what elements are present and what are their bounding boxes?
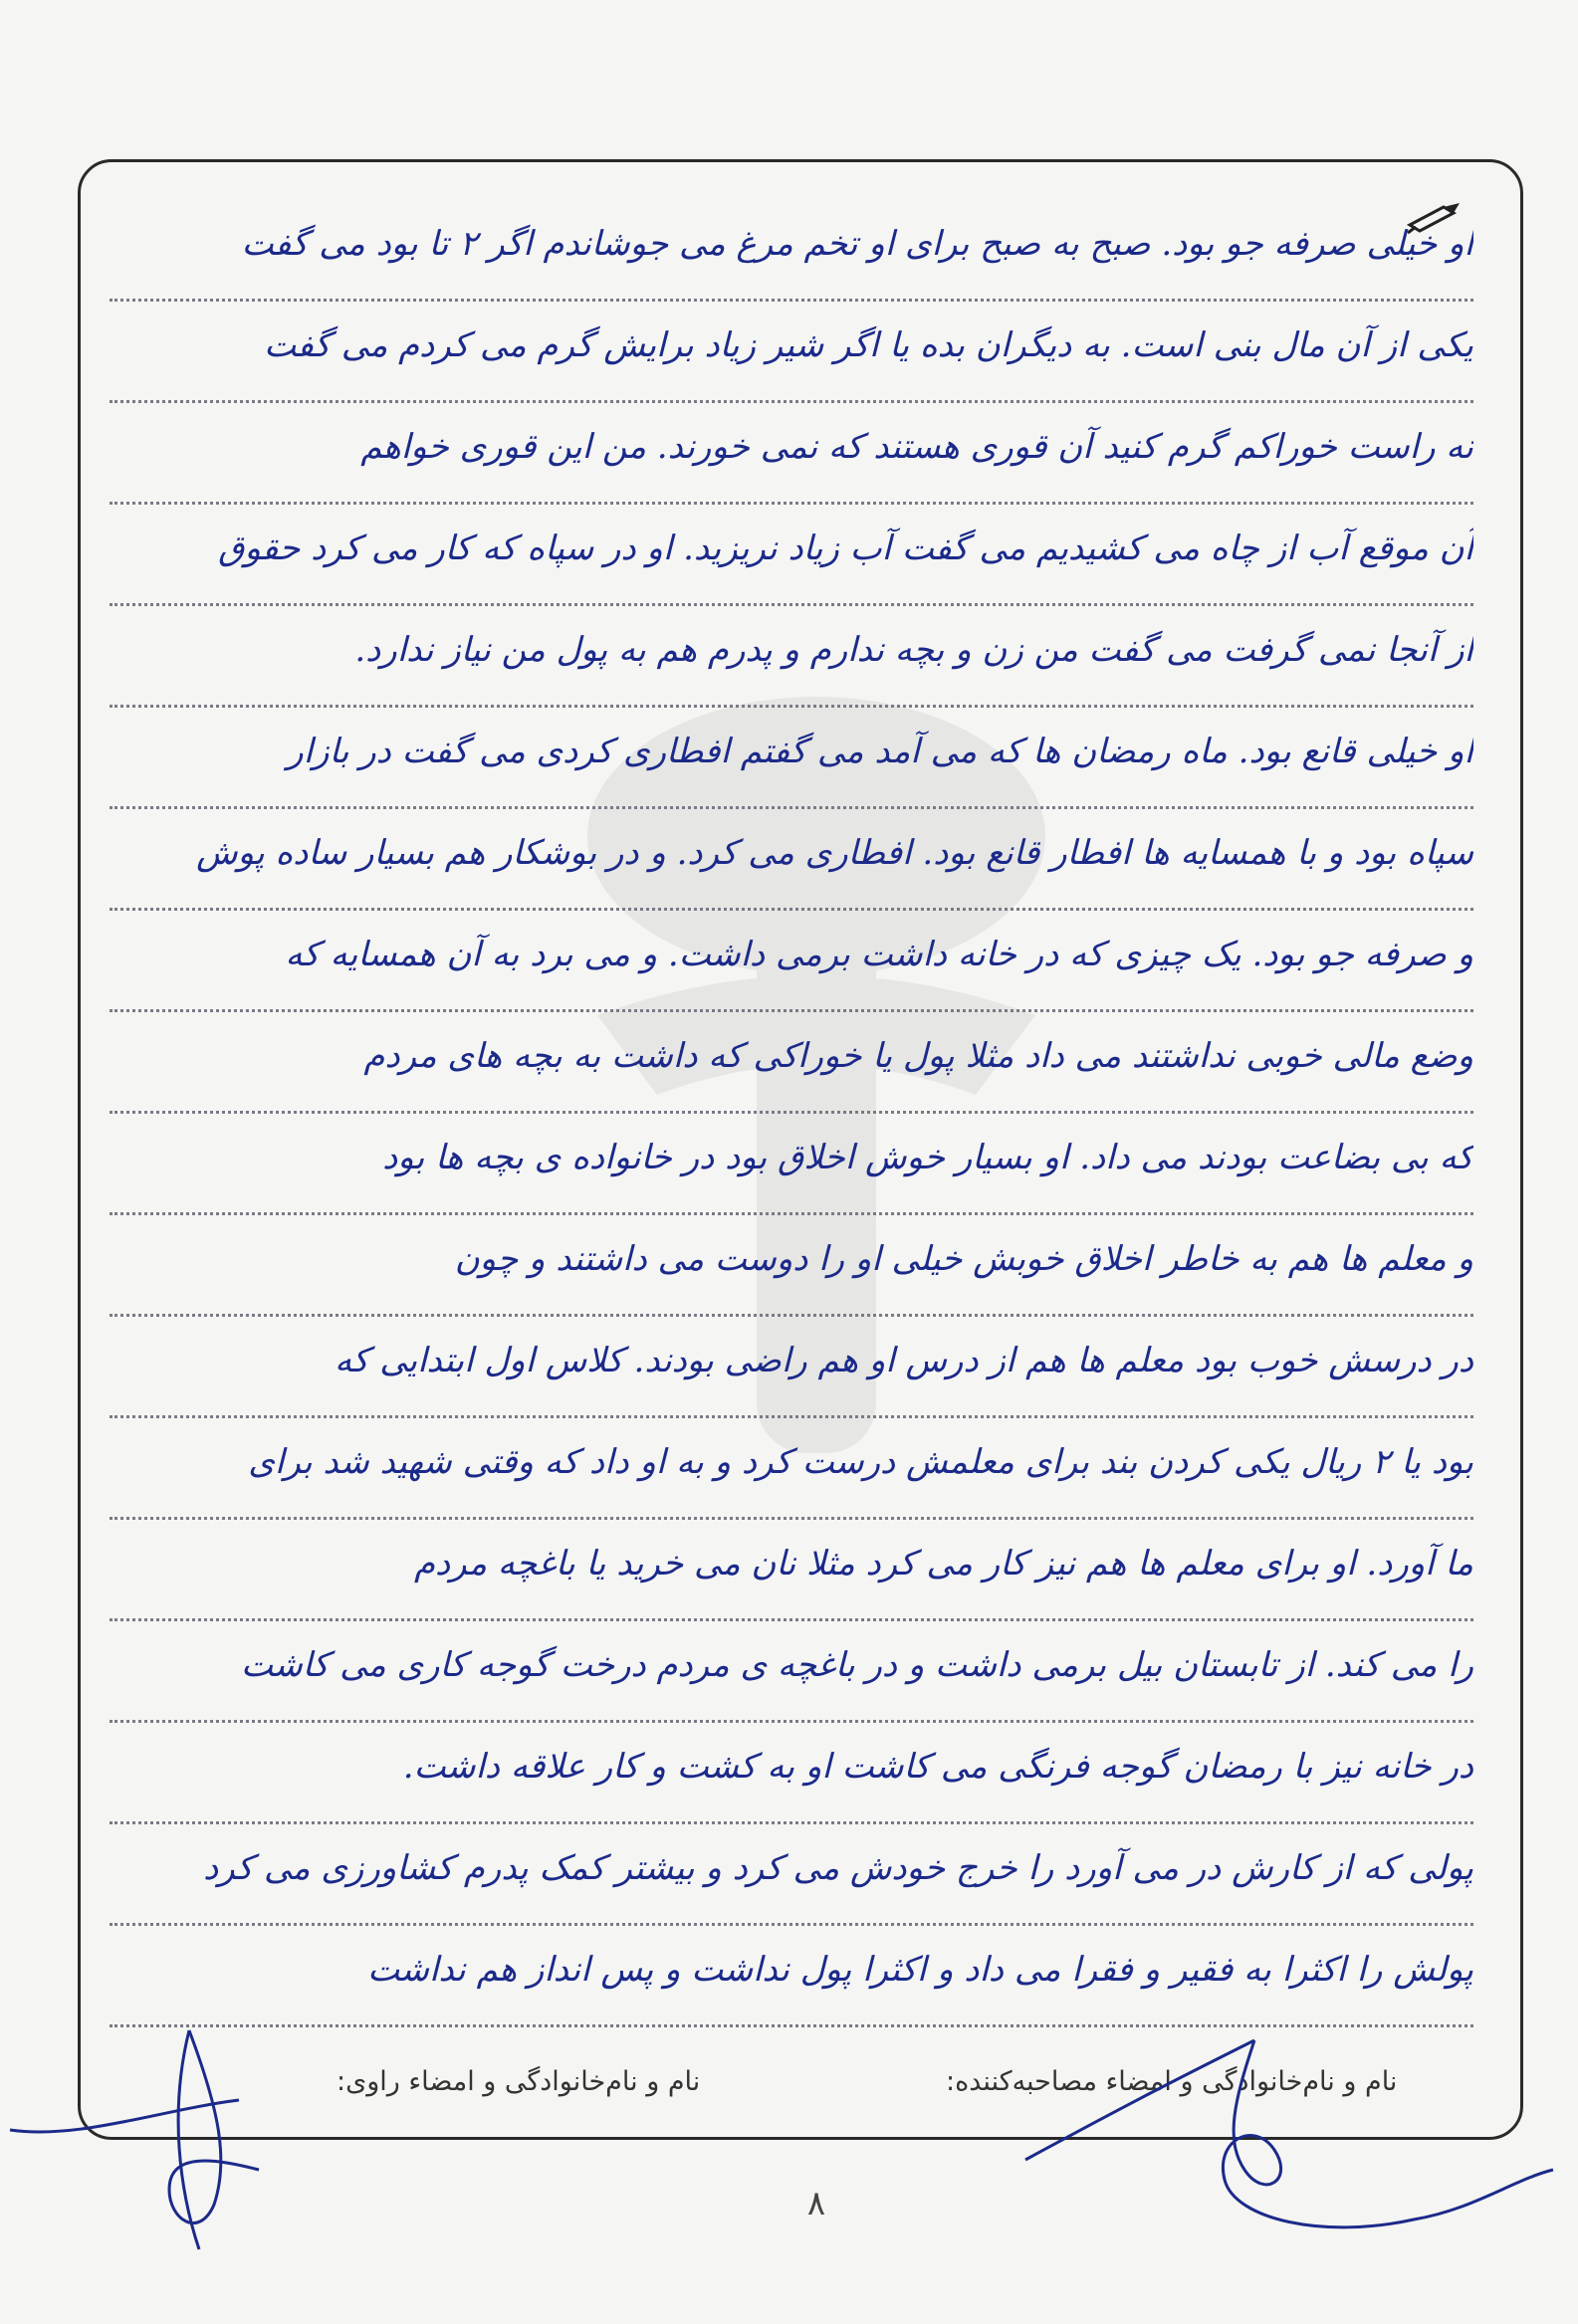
handwritten-line: او خیلی قانع بود. ماه رمضان ها که می آمد می گفتم افطاری کردی می گفت در بازار — [110, 702, 1473, 809]
handwritten-line: یکی از آن مال بنی است. به دیگران بده یا اگر شیر زیاد برایش گرم می کردم می گفت — [110, 296, 1473, 403]
handwritten-line: پولش را اکثرا به فقیر و فقرا می داد و اکثرا پول نداشت و پس انداز هم نداشت — [110, 1920, 1473, 2027]
handwritten-line: او خیلی صرفه جو بود. صبح به صبح برای او تخم مرغ می جوشاندم اگر ۲ تا بود می گفت — [110, 194, 1473, 302]
handwritten-line: نه راست خوراکم گرم کنید آن قوری هستند که نمی خورند. من این قوری خواهم — [110, 397, 1473, 505]
handwritten-line: آن موقع آب از چاه می کشیدیم می گفت آب زیاد نریزید. او در سپاه که کار می کرد حقوق — [110, 499, 1473, 606]
handwritten-line: در درسش خوب بود معلم ها هم از درس او هم راضی بودند. کلاس اول ابتدایی که — [110, 1311, 1473, 1418]
handwritten-line: پولی که از کارش در می آورد را خرج خودش می کرد و بیشتر کمک پدرم کشاورزی می کرد — [110, 1818, 1473, 1926]
handwritten-line: از آنجا نمی گرفت می گفت من زن و بچه ندارم و پدرم هم به پول من نیاز ندارد. — [110, 600, 1473, 708]
handwritten-line: وضع مالی خوبی نداشتند می داد مثلا پول یا خوراکی که داشت به بچه های مردم — [110, 1006, 1473, 1114]
handwritten-line: بود یا ۲ ریال یکی کردن بند برای معلمش درست کرد و به او داد که وقتی شهید شد برای — [110, 1412, 1473, 1520]
handwritten-line: و معلم ها هم به خاطر اخلاق خوبش خیلی او را دوست می داشتند و چون — [110, 1209, 1473, 1317]
interviewer-signature — [996, 2020, 1573, 2289]
handwritten-line: را می کند. از تابستان بیل برمی داشت و در باغچه ی مردم درخت گوجه کاری می کاشت — [110, 1615, 1473, 1723]
interviewer-signature-label: نام و نام‌خانوادگی و امضاء مصاحبه‌کننده: — [946, 2066, 1398, 2097]
handwritten-line: که بی بضاعت بودند می داد. او بسیار خوش اخلاق بود در خانواده ی بچه ها بود — [110, 1108, 1473, 1215]
handwritten-text-block — [110, 174, 1473, 2015]
narrator-signature — [0, 1991, 319, 2289]
handwritten-line: ما آورد. او برای معلم ها هم نیز کار می کرد مثلا نان می خرید یا باغچه مردم — [110, 1514, 1473, 1621]
narrator-signature-label: نام و نام‌خانوادگی و امضاء راوی: — [337, 2066, 701, 2097]
handwritten-line: سپاه بود و با همسایه ها افطار قانع بود. افطاری می کرد. و در بوشکار هم بسیار ساده پوش — [110, 803, 1473, 911]
handwritten-line: و صرفه جو بود. یک چیزی که در خانه داشت برمی داشت. و می برد به آن همسایه که — [110, 905, 1473, 1012]
handwritten-line: در خانه نیز با رمضان گوجه فرنگی می کاشت او به کشت و کار علاقه داشت. — [110, 1717, 1473, 1824]
page-number: ۸ — [806, 2184, 826, 2223]
